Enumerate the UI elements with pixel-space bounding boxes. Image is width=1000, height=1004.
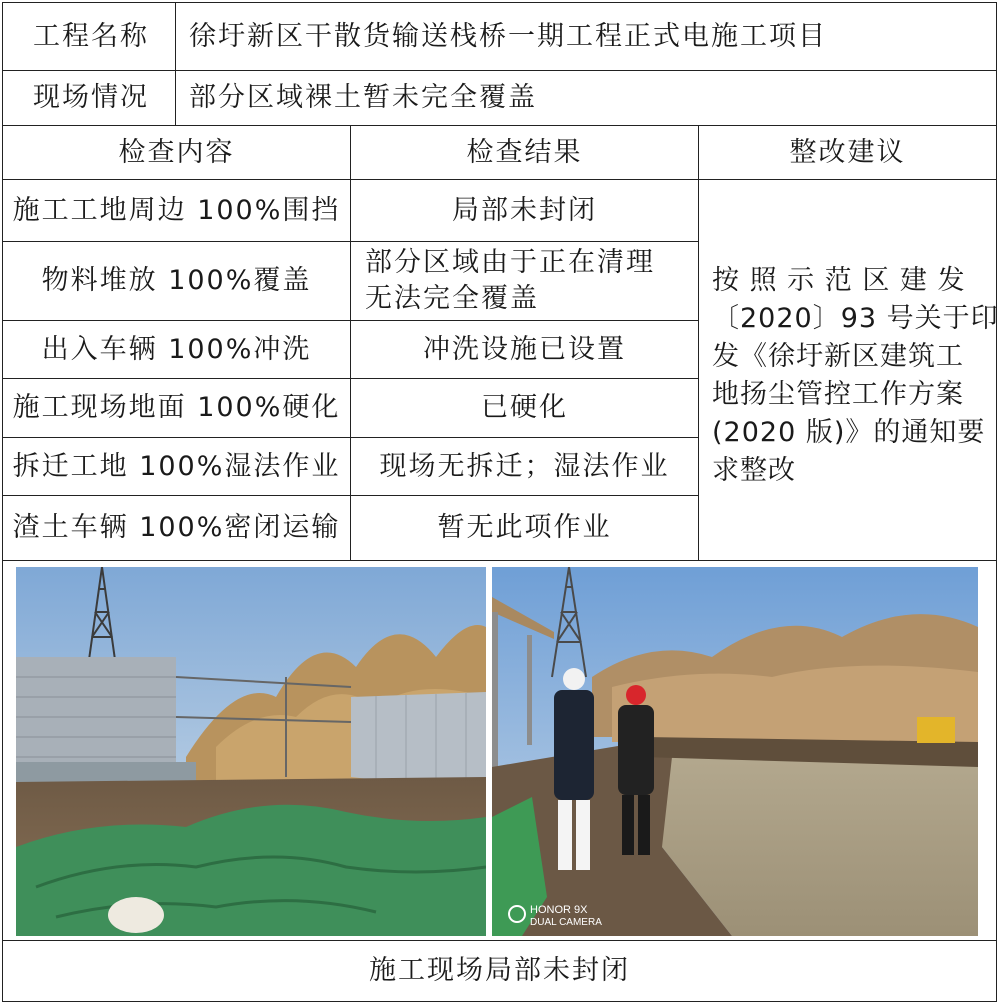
watermark-line-1: HONOR 9X	[530, 904, 588, 916]
table-row-result: 局部未封闭	[350, 179, 699, 242]
table-row-result: 暂无此项作业	[350, 495, 699, 561]
table-row-item: 渣土车辆 100%密闭运输	[2, 495, 351, 561]
table-row-item: 施工现场地面 100%硬化	[2, 378, 351, 438]
table-row-item: 拆迁工地 100%湿法作业	[2, 437, 351, 496]
col-header-check-content: 检查内容	[2, 125, 351, 180]
site-condition-label: 现场情况	[2, 70, 176, 126]
table-row-item: 物料堆放 100%覆盖	[2, 241, 351, 321]
rectification-suggestion: 按 照 示 范 区 建 发 〔2020〕93 号关于印 发《徐圩新区建筑工 地扬尘管控工作方案 (2020 版)》的通知要 求整改	[698, 179, 997, 561]
watermark-line-2: DUAL CAMERA	[530, 917, 602, 928]
col-header-rectification: 整改建议	[698, 125, 997, 180]
table-row-result: 冲洗设施已设置	[350, 320, 699, 379]
table-row-result: 现场无拆迁；湿法作业	[350, 437, 699, 496]
site-photo-right	[492, 567, 978, 936]
table-row-result: 部分区域由于正在清理 无法完全覆盖	[350, 241, 699, 321]
col-header-check-result: 检查结果	[350, 125, 699, 180]
site-condition-value: 部分区域裸土暂未完全覆盖	[175, 70, 997, 126]
project-name-value: 徐圩新区干散货输送栈桥一期工程正式电施工项目	[175, 2, 997, 71]
table-row-result: 已硬化	[350, 378, 699, 438]
table-row-item: 施工工地周边 100%围挡	[2, 179, 351, 242]
photo-caption: 施工现场局部未封闭	[2, 940, 997, 1002]
project-name-label: 工程名称	[2, 2, 176, 71]
site-photo-left	[16, 567, 486, 936]
table-row-item: 出入车辆 100%冲洗	[2, 320, 351, 379]
